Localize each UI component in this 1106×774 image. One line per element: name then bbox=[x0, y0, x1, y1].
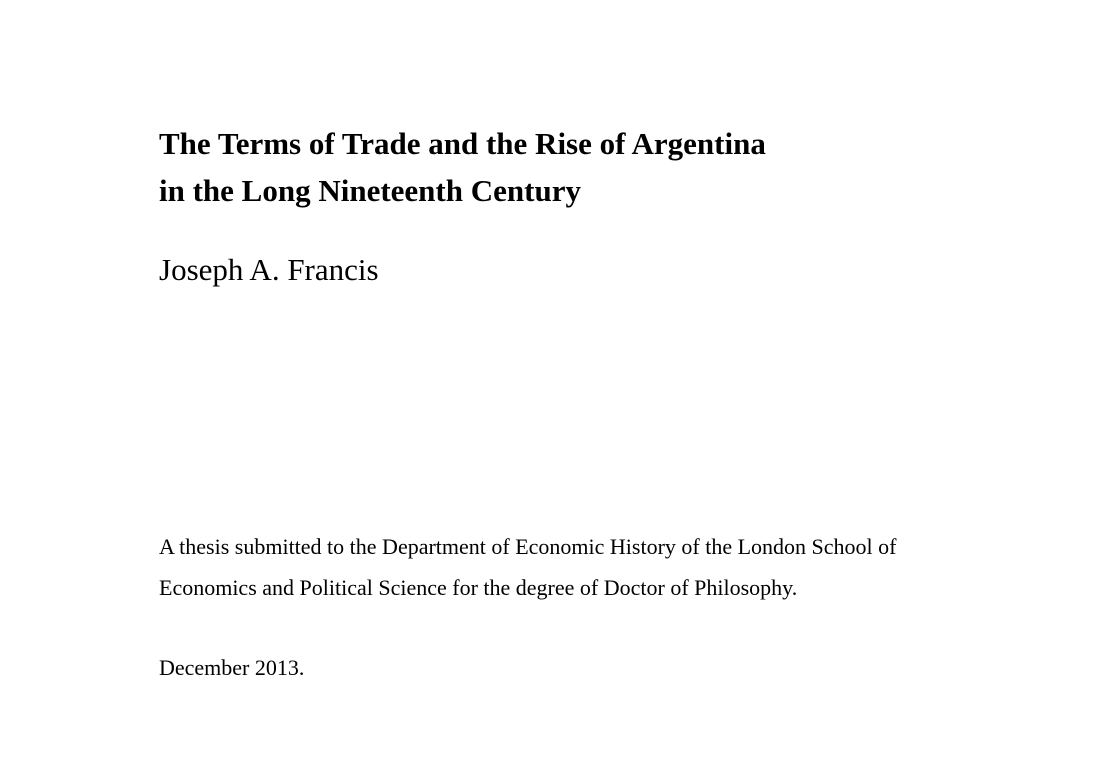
submission-statement-line-1: A thesis submitted to the Department of Economic History of the London School of bbox=[159, 534, 897, 559]
thesis-title bbox=[159, 120, 979, 214]
submission-date: December 2013. bbox=[159, 655, 305, 680]
author-name: Joseph A. Francis bbox=[159, 252, 379, 287]
submission-statement bbox=[159, 526, 989, 608]
submission-statement-line-2: Economics and Political Science for the degree of Doctor of Philosophy. bbox=[159, 575, 798, 600]
thesis-title-line-1: The Terms of Trade and the Rise of Argentina bbox=[159, 126, 766, 161]
thesis-title-line-2: in the Long Nineteenth Century bbox=[159, 173, 581, 208]
